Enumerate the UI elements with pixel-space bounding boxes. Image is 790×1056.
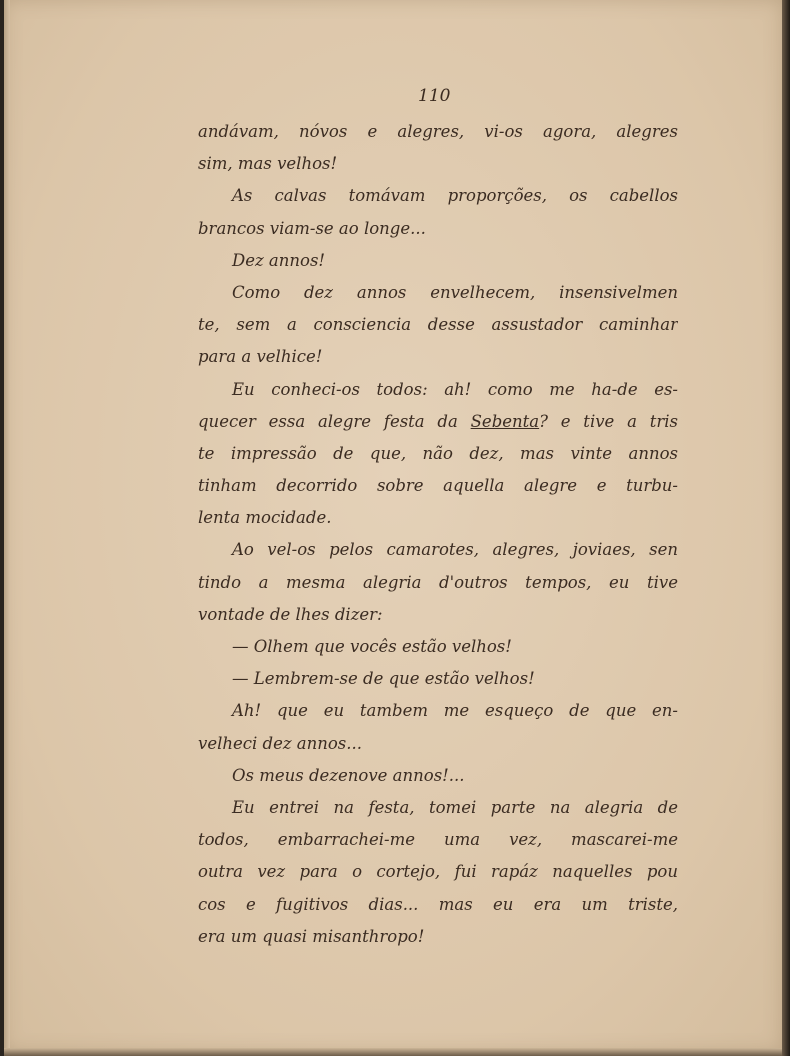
manuscript-line: brancos viam-se ao longe... <box>198 218 426 238</box>
manuscript-line: lenta mocidade. <box>198 508 332 528</box>
manuscript-line: sim, mas velhos! <box>198 154 338 174</box>
manuscript-line: era um quasi misanthropo! <box>198 926 425 946</box>
manuscript-line: tinham decorrido sobre aquella alegre e turbu- <box>198 476 678 496</box>
manuscript-line: para a velhice! <box>198 347 323 367</box>
manuscript-line: Os meus dezenove annos!... <box>232 765 465 785</box>
manuscript-line: Eu conheci-os todos: ah! como me ha-de es- <box>232 379 678 399</box>
manuscript-line: tindo a mesma alegria d'outros tempos, eu tive <box>198 572 678 592</box>
manuscript-line: As calvas tomávam proporções, os cabellos <box>232 186 678 206</box>
page-binding-edge <box>4 0 10 1052</box>
page-bottom-edge <box>4 1048 782 1056</box>
manuscript-line: velheci dez annos... <box>198 733 363 753</box>
manuscript-line: outra vez para o cortejo, fui rapáz naquelles pou <box>198 862 678 882</box>
manuscript-line: andávam, nóvos e alegres, vi-os agora, alegres <box>198 122 678 141</box>
handwritten-text-block <box>198 116 678 953</box>
page-right-edge <box>782 0 790 1056</box>
manuscript-line: quecer essa alegre festa da Sebenta? e tive a tris <box>198 411 678 431</box>
manuscript-line: Ah! que eu tambem me esqueço de que en- <box>232 701 678 721</box>
manuscript-line: cos e fugitivos dias... mas eu era um triste, <box>198 894 678 914</box>
manuscript-line: Dez annos! <box>232 250 326 270</box>
manuscript-line: — Olhem que vocês estão velhos! <box>232 637 512 656</box>
manuscript-line: te, sem a consciencia desse assustador caminhar <box>198 315 678 335</box>
manuscript-line: — Lembrem-se de que estão velhos! <box>232 669 535 689</box>
manuscript-line: Eu entrei na festa, tomei parte na alegria de <box>232 797 678 817</box>
manuscript-line: todos, embarrachei-me uma vez, mascarei-me <box>198 830 678 850</box>
manuscript-line: Ao vel-os pelos camarotes, alegres, joviaes, sen <box>232 540 678 560</box>
underlined-word: Sebenta <box>470 411 540 431</box>
manuscript-line: Como dez annos envelhecem, insensivelmen <box>232 282 678 302</box>
manuscript-line: vontade de lhes dizer: <box>198 604 383 624</box>
page-number: 110 <box>418 86 451 106</box>
manuscript-line: te impressão de que, não dez, mas vinte annos <box>198 443 678 463</box>
